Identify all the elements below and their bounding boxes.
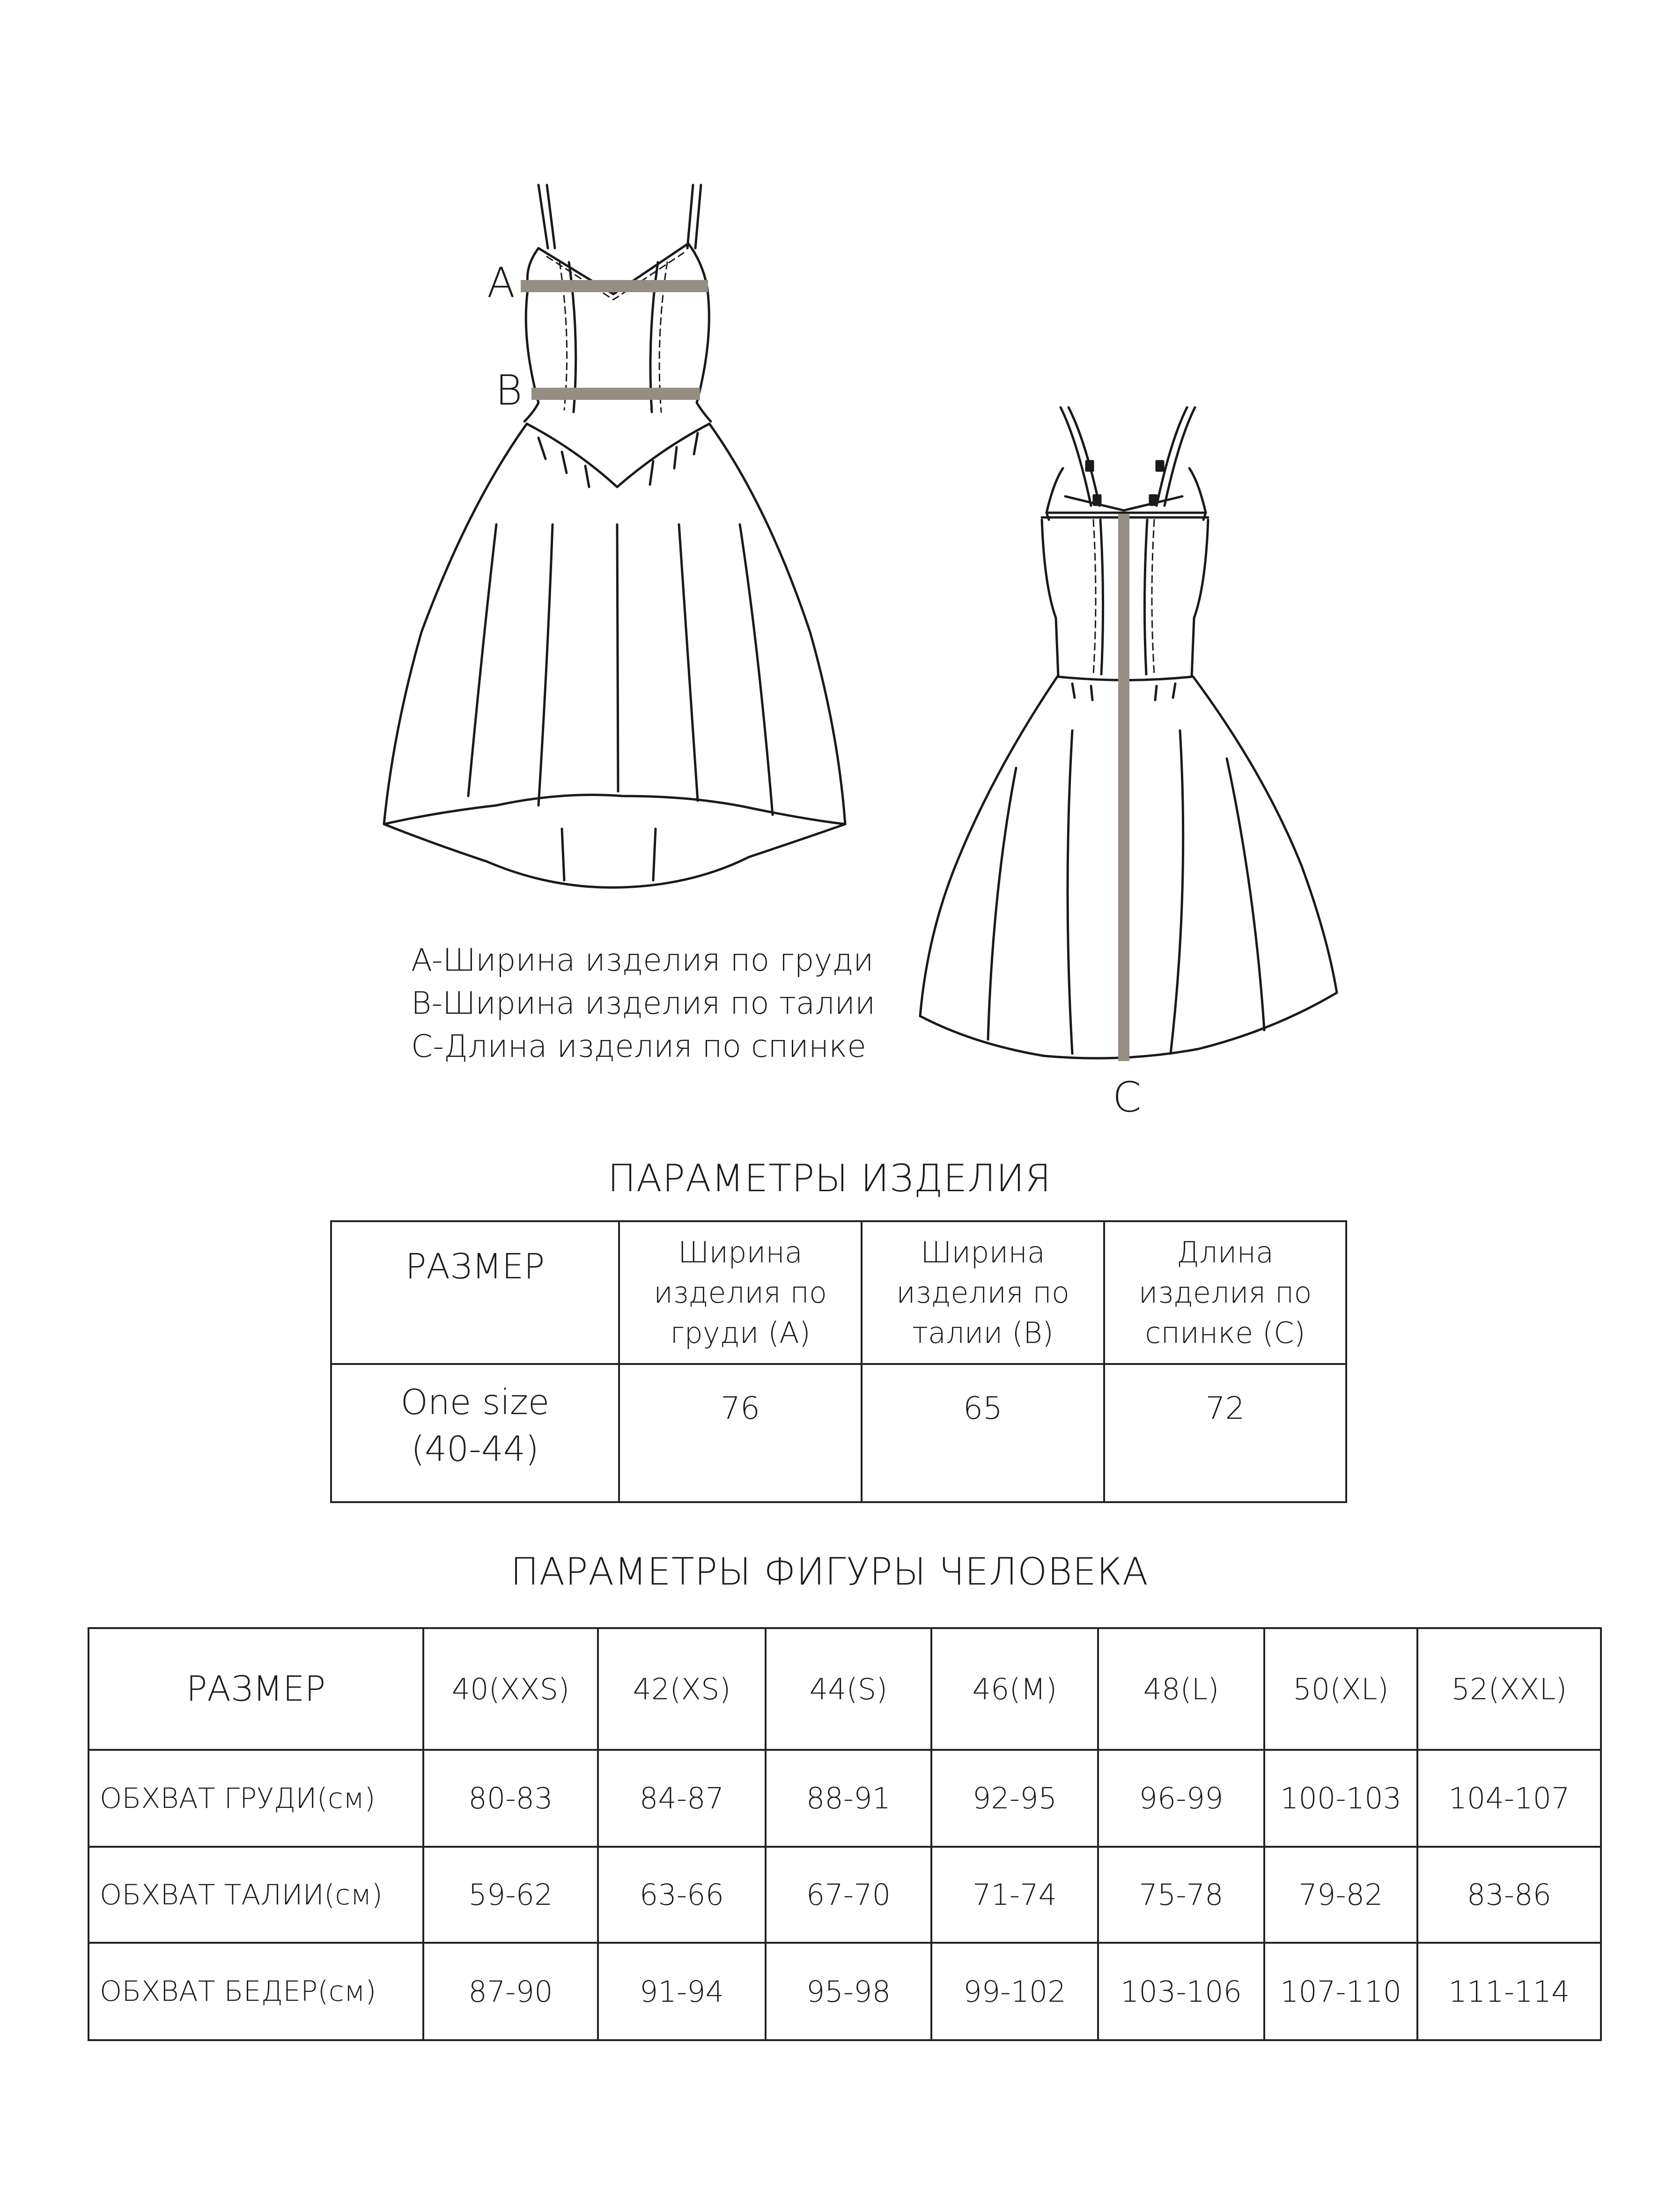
table-cell: 80-83 (423, 1750, 598, 1847)
table-cell: 59-62 (423, 1847, 598, 1943)
table-cell: 96-99 (1098, 1750, 1264, 1847)
size-cell: 42(XS) (598, 1628, 766, 1750)
size-header-cell: РАЗМЕР (331, 1221, 619, 1364)
table-cell: 63-66 (598, 1847, 766, 1943)
legend-item-c: C-Длина изделия по спинке (411, 1028, 866, 1064)
col-b-header: Ширина изделия по талии (B) (862, 1221, 1104, 1364)
table-cell: 107-110 (1264, 1943, 1417, 2040)
table-cell: 67-70 (766, 1847, 931, 1943)
table-cell: 84-87 (598, 1750, 766, 1847)
col-c-header: Длина изделия по спинке (C) (1104, 1221, 1346, 1364)
table-cell: 75-78 (1098, 1847, 1264, 1943)
value-c-cell: 72 (1104, 1364, 1346, 1502)
table-cell: 83-86 (1417, 1847, 1601, 1943)
table-cell: 100-103 (1264, 1750, 1417, 1847)
row-label-waist: ОБХВАТ ТАЛИИ(см) (88, 1847, 423, 1943)
body-params-title: ПАРАМЕТРЫ ФИГУРЫ ЧЕЛОВЕКА (510, 1550, 1149, 1593)
measure-bar-a (521, 280, 708, 292)
table-cell: 99-102 (931, 1943, 1098, 2040)
size-cell: 48(L) (1098, 1628, 1264, 1750)
table-cell: 95-98 (766, 1943, 931, 2040)
table-cell: 91-94 (598, 1943, 766, 2040)
table-cell: 71-74 (931, 1847, 1098, 1943)
value-a-cell: 76 (619, 1364, 862, 1502)
table-cell: 103-106 (1098, 1943, 1264, 2040)
size-cell: 44(S) (766, 1628, 931, 1750)
measurement-legend (411, 939, 875, 1068)
col-a-header: Ширина изделия по груди (А) (619, 1221, 862, 1364)
legend-item-b: B-Ширина изделия по талии (411, 985, 876, 1021)
size-cell: 46(M) (931, 1628, 1098, 1750)
table-cell: 87-90 (423, 1943, 598, 2040)
row-label-hips: ОБХВАТ БЕДЕР(см) (88, 1943, 423, 2040)
table-cell: 79-82 (1264, 1847, 1417, 1943)
label-c: C (1113, 1073, 1142, 1121)
table-cell: 111-114 (1417, 1943, 1601, 2040)
body-params-table (88, 1627, 1602, 2041)
table-row (88, 1943, 1601, 2040)
table-cell: 88-91 (766, 1750, 931, 1847)
table-header-row (331, 1221, 1346, 1364)
table-cell: 104-107 (1417, 1750, 1601, 1847)
value-b-cell: 65 (862, 1364, 1104, 1502)
size-cell: 40(XXS) (423, 1628, 598, 1750)
table-row (88, 1750, 1601, 1847)
label-a: A (487, 258, 516, 307)
table-header-row (88, 1628, 1601, 1750)
table-cell: 92-95 (931, 1750, 1098, 1847)
size-cell: 50(XL) (1264, 1628, 1417, 1750)
product-params-table (330, 1220, 1347, 1503)
table-row (331, 1364, 1346, 1502)
product-params-title: ПАРАМЕТРЫ ИЗДЕЛИЯ (607, 1157, 1052, 1200)
size-cell: One size (40-44) (331, 1364, 619, 1502)
measure-bar-c (1118, 514, 1129, 1061)
size-header-cell: РАЗМЕР (88, 1628, 423, 1750)
row-label-bust: ОБХВАТ ГРУДИ(см) (88, 1750, 423, 1847)
label-b: B (495, 366, 523, 414)
measure-bar-b (531, 388, 700, 400)
table-row (88, 1847, 1601, 1943)
size-cell: 52(XXL) (1417, 1628, 1601, 1750)
legend-item-a: A-Ширина изделия по груди (411, 942, 874, 978)
